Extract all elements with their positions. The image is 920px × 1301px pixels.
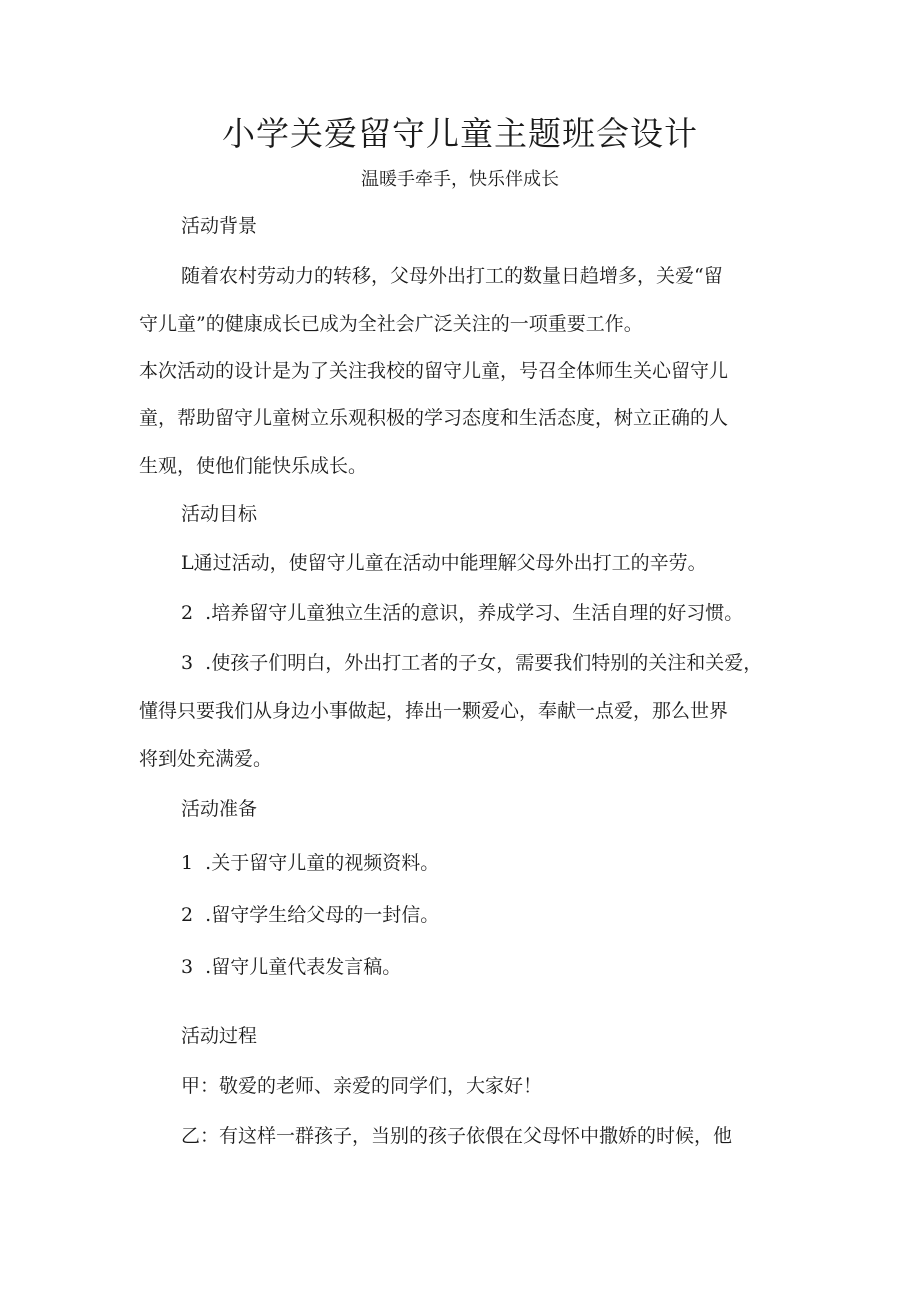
dialogue-line: 甲：敬爱的老师、亲爱的同学们，大家好！ (181, 1075, 543, 1097)
paragraph-line: 随着农村劳动力的转移，父母外出打工的数量日趋增多，关爱“留 (181, 265, 723, 287)
paragraph-line: 守儿童”的健康成长已成为全社会广泛关注的一项重要工作。 (139, 313, 643, 335)
paragraph-line: 生观，使他们能快乐成长。 (139, 455, 368, 477)
paragraph-line: 懂得只要我们从身边小事做起，捧出一颗爱心，奉献一点爱，那么世界 (139, 700, 729, 722)
section-heading-preparation: 活动准备 (181, 798, 258, 820)
list-item: 3 .使孩子们明白，外出打工者的子女，需要我们特别的关注和关爱， (181, 652, 763, 674)
document-title: 小学关爱留守儿童主题班会设计 (222, 114, 698, 153)
section-heading-process: 活动过程 (181, 1025, 258, 1047)
list-item: 1 .关于留守儿童的视频资料。 (181, 852, 440, 874)
list-item: 2 .留守学生给父母的一封信。 (181, 904, 440, 926)
section-heading-goals: 活动目标 (181, 503, 258, 525)
paragraph-line: 童，帮助留守儿童树立乐观积极的学习态度和生活态度，树立正确的人 (139, 407, 729, 429)
list-item: 3 .留守儿童代表发言稿。 (181, 956, 402, 978)
paragraph-line: 将到处充满爱。 (139, 748, 273, 770)
list-item: 2 .培养留守儿童独立生活的意识，养成学习、生活自理的好习惯。 (181, 602, 744, 624)
paragraph-line: 本次活动的设计是为了关注我校的留守儿童，号召全体师生关心留守儿 (139, 360, 729, 382)
section-heading-background: 活动背景 (181, 215, 258, 237)
list-item: L通过活动，使留守儿童在活动中能理解父母外出打工的辛劳。 (181, 552, 707, 574)
document-subtitle: 温暖手牵手，快乐伴成长 (361, 169, 559, 190)
dialogue-line: 乙：有这样一群孩子，当别的孩子依偎在父母怀中撒娇的时候，他 (181, 1125, 733, 1147)
